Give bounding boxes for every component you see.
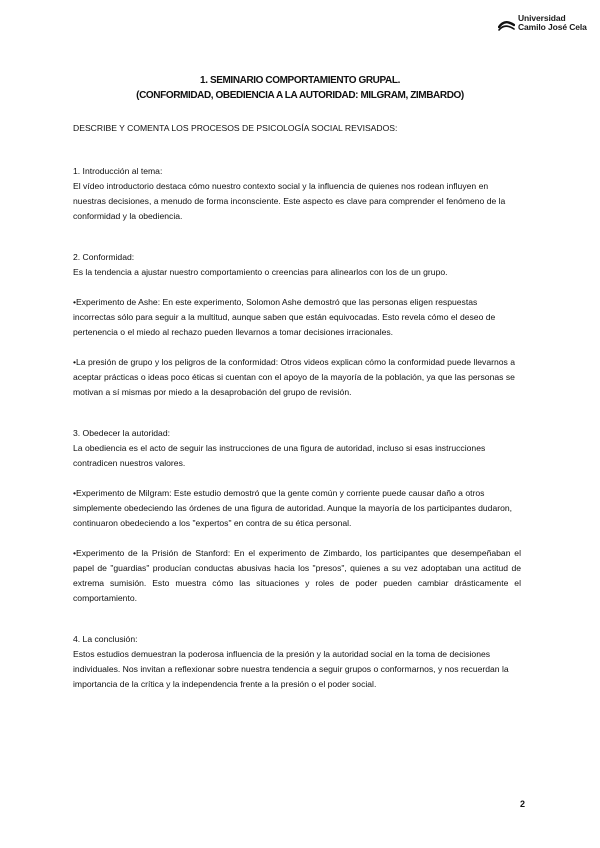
section-4-body: Estos estudios demuestran la poderosa influencia de la presión y la autoridad social en la toma de decisiones individuales. Nos invitan a reflexionar sobre nuestra tendencia a seguir grupos o conformarnos, y nos recuerdan la importancia de la crítica y la independencia frente a la presión o el poder social. — [73, 649, 509, 689]
section-1-heading: 1. Introducción al tema: — [73, 166, 163, 176]
section-4-heading: 4. La conclusión: — [73, 634, 138, 644]
section-2-heading: 2. Conformidad: — [73, 252, 135, 262]
logo-line-2: Camilo José Cela — [518, 22, 587, 32]
section-3-bullet-1: •Experimento de Milgram: Este estudio demostró que la gente común y corriente puede causar daño a otros simplemente obedeciendo las órdenes de una figura de autoridad. Aunque la mayoría de los participantes dudaron, continuaron obedeciendo a los "expertos" en contra de su ética personal. — [73, 488, 513, 528]
document-body — [73, 121, 521, 692]
section-1-body: El vídeo introductorio destaca cómo nuestro contexto social y la influencia de quienes nos rodean influyen en nuestras decisiones, a menudo de forma inconsciente. Este aspecto es clave para comprender el fenómeno de la conformidad y la obediencia. — [73, 181, 506, 221]
section-2-body: Es la tendencia a ajustar nuestro comportamiento o creencias para alinearlos con los de un grupo. — [73, 267, 448, 277]
intro-instruction: DESCRIBE Y COMENTA LOS PROCESOS DE PSICOLOGÍA SOCIAL REVISADOS: — [73, 123, 398, 133]
section-2-bullet-2: •La presión de grupo y los peligros de la conformidad: Otros videos explican cómo la conformidad puede llevarnos a aceptar prácticas o ideas poco éticas si cuentan con el apoyo de la mayoría de la población, ya que las personas se motivan a sí mismas por miedo a la desaprobación del grupo de revisión. — [73, 357, 516, 397]
section-3-body: La obediencia es el acto de seguir las instrucciones de una figura de autoridad, incluso si esas instrucciones contradicen nuestros valores. — [73, 443, 486, 468]
document-title — [0, 73, 600, 103]
section-3-heading: 3. Obedecer la autoridad: — [73, 428, 170, 438]
ucjc-logo-icon — [498, 17, 515, 31]
logo-text — [518, 14, 587, 32]
page-number: 2 — [520, 799, 526, 809]
title-line-1: 1. SEMINARIO COMPORTAMIENTO GRUPAL. — [200, 75, 400, 86]
section-2-bullet-1: •Experimento de Ashe: En este experimento, Solomon Ashe demostró que las personas eligen respuestas incorrectas sólo para seguir a la multitud, aunque saben que están equivocadas. Esto revela cómo el deseo de pertenencia o el miedo al rechazo pueden llevarnos a tomar decisiones irracionales. — [73, 297, 496, 337]
university-logo — [498, 14, 587, 32]
title-line-2: (CONFORMIDAD, OBEDIENCIA A LA AUTORIDAD: MILGRAM, ZIMBARDO) — [136, 90, 464, 101]
logo-line-1: Universidad — [518, 13, 566, 23]
section-3-bullet-2: •Experimento de la Prisión de Stanford: En el experimento de Zimbardo, los participantes que desempeñaban el papel de "guardias" producían conductas abusivas hacia los "presos", quienes a su vez adoptaban una actitud de extrema sumisión. Esto muestra cómo las situaciones y roles de poder pueden cambiar drásticamente el comportamiento. — [73, 548, 521, 603]
